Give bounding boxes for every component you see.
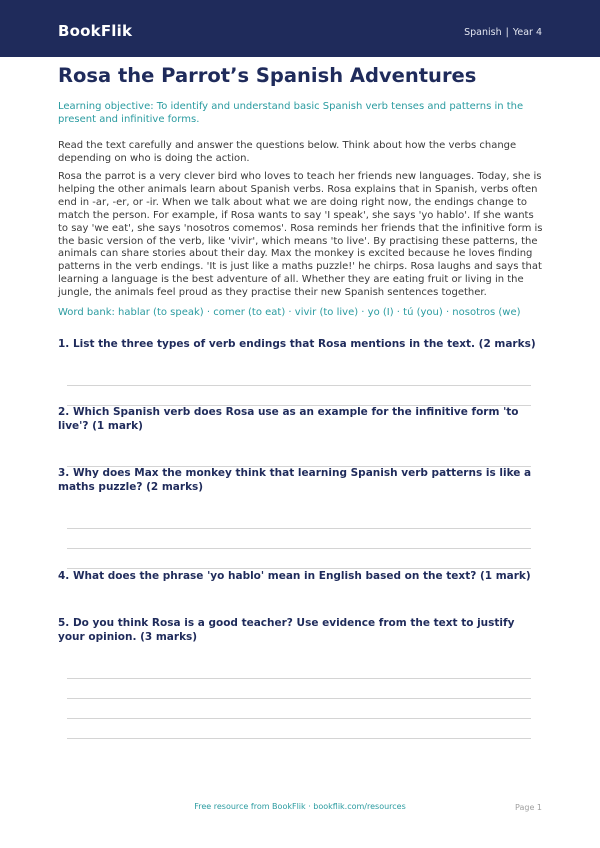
question-5: 5. Do you think Rosa is a good teacher? Use evidence from the text to justify your opinion. (3 marks) bbox=[58, 617, 515, 643]
answer-line[interactable] bbox=[67, 698, 531, 699]
subject-label: Spanish bbox=[464, 27, 502, 38]
question-4: 4. What does the phrase 'yo hablo' mean in English based on the text? (1 mark) bbox=[58, 570, 531, 582]
instructions: Read the text carefully and answer the questions below. Think about how the verbs change depending on who is doing the action. bbox=[58, 140, 517, 164]
answer-line[interactable] bbox=[67, 385, 531, 386]
answer-line[interactable] bbox=[67, 738, 531, 739]
learning-objective: Learning objective: To identify and understand basic Spanish verb tenses and patterns in the present and infinitive forms. bbox=[58, 101, 524, 125]
page-header bbox=[0, 0, 600, 57]
answer-line[interactable] bbox=[67, 718, 531, 719]
answer-line[interactable] bbox=[67, 528, 531, 529]
question-2: 2. Which Spanish verb does Rosa use as an example for the infinitive form 'to live'? (1 mark) bbox=[58, 406, 519, 432]
reading-passage: Rosa the parrot is a very clever bird who loves to teach her friends new languages. Today, she is helping the other animals learn about Spanish verbs. Rosa explains that in Spanish, verbs often end in -ar, -er, or -ir. When we talk about what we are doing right now, the endings change to match the person. For example, if Rosa wants to say 'I speak', she says 'yo hablo'. If she wants to say 'we eat', she says 'nosotros comemos'. Rosa reminds her friends that the infinitive form is the basic version of the verb, like 'vivir', which means 'to live'. By practising these patterns, the animals can share stories about their day. Max the monkey is excited because he loves finding patterns in the verb endings. 'It is just like a maths puzzle!' he chirps. Rosa laughs and says that learning a language is the best adventure of all. Whether they are eating fruit or living in the jungle, the animals feel proud as they practise their new Spanish sentences together. bbox=[58, 171, 543, 299]
subject-year-label bbox=[464, 27, 542, 39]
page-title: Rosa the Parrot’s Spanish Adventures bbox=[58, 64, 477, 87]
year-label: Year 4 bbox=[512, 27, 542, 38]
answer-line[interactable] bbox=[67, 678, 531, 679]
question-3: 3. Why does Max the monkey think that learning Spanish verb patterns is like a maths puzzle? (2 marks) bbox=[58, 467, 532, 493]
brand-logo: BookFlik bbox=[58, 22, 133, 40]
question-1: 1. List the three types of verb endings that Rosa mentions in the text. (2 marks) bbox=[58, 338, 536, 350]
footer-resource-link[interactable]: Free resource from BookFlik · bookflik.com/resources bbox=[194, 802, 406, 811]
answer-line[interactable] bbox=[67, 548, 531, 549]
word-bank: Word bank: hablar (to speak) · comer (to eat) · vivir (to live) · yo (I) · tú (you) · nosotros (we) bbox=[58, 307, 521, 318]
meta-separator: | bbox=[505, 27, 509, 38]
page-number: Page 1 bbox=[515, 803, 542, 812]
